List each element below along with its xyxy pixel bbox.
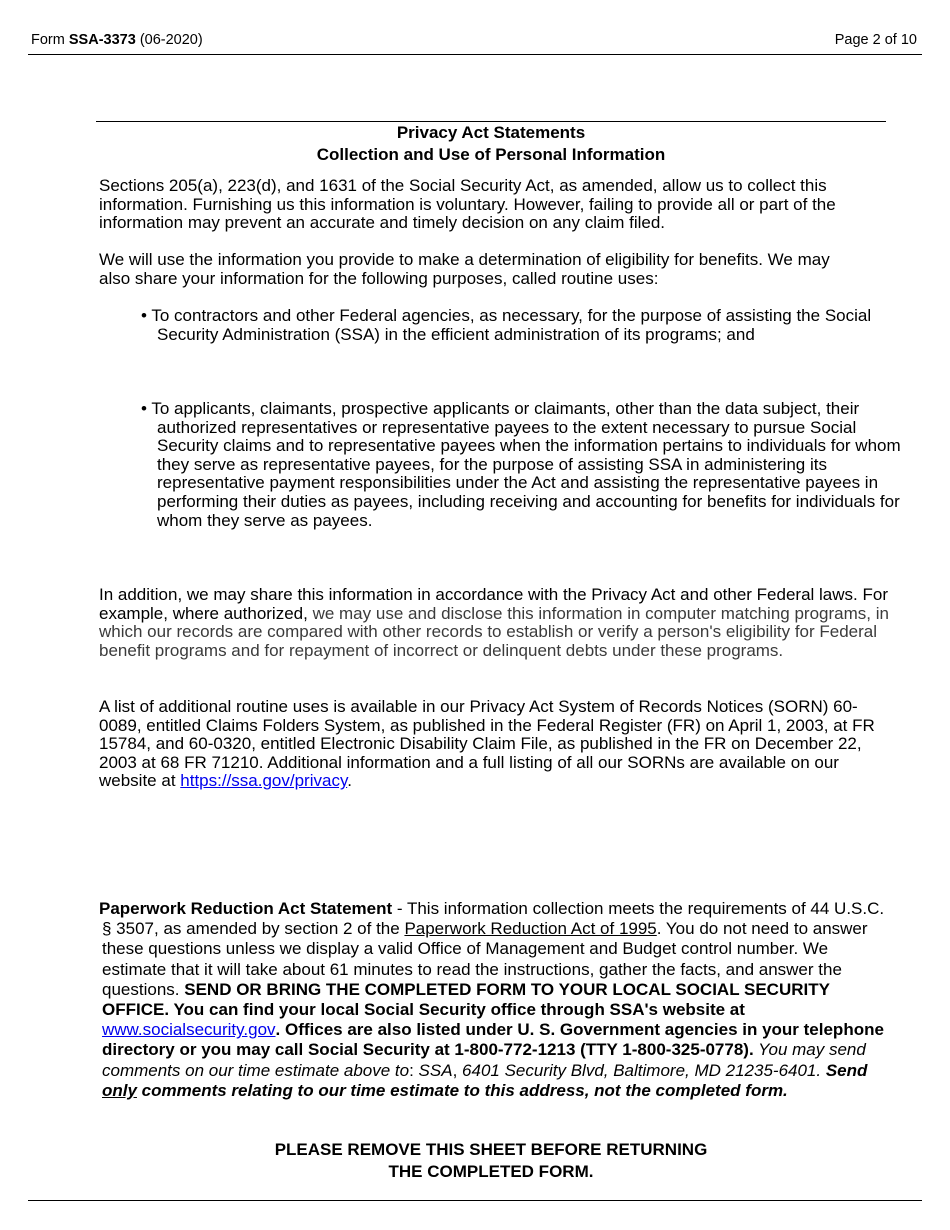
page-number: Page 2 of 10 xyxy=(834,32,917,48)
pra-text-1: - This information collection meets the requirements of 44 U.S.C. § 3507, as amended by section 2 of the xyxy=(102,899,885,939)
pra-act-name: Paperwork Reduction Act of 1995 xyxy=(404,919,657,939)
pra-colon: : xyxy=(409,1060,419,1080)
socialsecurity-link[interactable]: www.socialsecurity.gov xyxy=(102,1020,276,1040)
notice-line-1: PLEASE REMOVE THIS SHEET BEFORE RETURNING xyxy=(274,1140,708,1159)
privacy-link[interactable]: https://ssa.gov/privacy xyxy=(180,771,348,791)
privacy-paragraph-2: We will use the information you provide to make a determination of eligibility for benefits. We may also share your information for the following purposes, called routine uses: xyxy=(99,250,830,288)
p3-text-b: we may use and disclose this information in computer matching programs, in which our records are compared with other records to establish or verify a person's eligibility for Federal benefit programs and for repayment of incorrect or delinquent debts under these programs. xyxy=(99,603,889,660)
footer-divider xyxy=(28,1200,922,1201)
pra-bold-2: . Offices are also listed under U. S. Government agencies in your telephone directory or you may call Social Security at 1-800-772-1213 (TTY 1-800-325-0778). xyxy=(102,1020,884,1060)
form-id xyxy=(31,32,203,48)
pra-address: 6401 Security Blvd, Baltimore, MD 21235-6401. xyxy=(462,1060,826,1080)
p4-text: A list of additional routine uses is available in our Privacy Act System of Records Notices (SORN) 60-0089, entitled Claims Folders System, as published in the Federal Register (FR) on April 1, 2003, at FR 15784, and 60-0320, entitled Electronic Disability Claim File, as published in the FR on December 22, 2003 at 68 FR 71210. Additional information and a full listing of all our SORNs are available on our website at xyxy=(99,697,875,791)
form-number: SSA-3373 xyxy=(68,32,136,48)
routine-use-bullet-1: • To contractors and other Federal agencies, as necessary, for the purpose of assisting the Social Security Administration (SSA) in the efficient administration of its programs; and xyxy=(141,306,872,344)
privacy-subtitle: Collection and Use of Personal Information xyxy=(316,145,666,164)
routine-use-bullet-2: • To applicants, claimants, prospective applicants or claimants, other than the data subject, their authorized representatives or representative payees to the extent necessary to pursue Social Security claims and to representative payees when the information pertains to individuals for whom they serve as representative payees, for the purpose of assisting SSA in administering its representative payment responsibilities under the Act and assisting the representative payees in performing their duties as payees, including receiving and accounting for benefits for individuals for whom they serve as payees. xyxy=(141,399,901,530)
privacy-title: Privacy Act Statements xyxy=(396,123,586,142)
pra-bi-1: Send xyxy=(825,1060,868,1080)
pra-title: Paperwork Reduction Act Statement xyxy=(99,899,393,918)
paperwork-reduction-statement xyxy=(99,899,892,1101)
privacy-paragraph-4 xyxy=(99,698,889,791)
pra-italic-1: You may send comments on our time estimate above to xyxy=(102,1040,866,1080)
form-prefix: Form xyxy=(31,32,65,48)
header-divider xyxy=(28,54,922,55)
privacy-titles xyxy=(96,122,886,166)
form-date: (06-2020) xyxy=(139,32,203,48)
pra-text-2: . You do not need to answer these questions unless we display a valid Office of Management and Budget control number. We estimate that it will take about 61 minutes to read the instructions, gather the facts, and answer the questions. xyxy=(102,919,868,999)
pra-comma: , xyxy=(452,1060,463,1080)
pra-bi-2: comments relating to our time estimate to this address, not the completed form. xyxy=(136,1080,788,1100)
bullet-2-text: To applicants, claimants, prospective applicants or claimants, other than the data subject, their authorized representatives or representative payees to the extent necessary to pursue Social Security claims and to representative payees when the information pertains to individuals for whom they serve as representative payees, for the purpose of assisting SSA in administering its representative payment responsibilities under the Act and assisting the representative payees in performing their duties as payees, including receiving and accounting for benefits for individuals for whom they serve as payees. xyxy=(151,399,901,530)
pra-italic-ssa: SSA xyxy=(418,1060,453,1080)
notice-line-2: THE COMPLETED FORM. xyxy=(388,1162,594,1181)
bullet-1-text: To contractors and other Federal agencies, as necessary, for the purpose of assisting the Social Security Administration (SSA) in the efficient administration of its programs; and xyxy=(151,306,872,344)
privacy-paragraph-3 xyxy=(99,586,889,660)
privacy-paragraph-1: Sections 205(a), 223(d), and 1631 of the Social Security Act, as amended, allow us to collect this information. Furnishing us this information is voluntary. However, failing to provide all or part of the information may prevent an accurate and timely decision on any claim filed. xyxy=(99,176,836,233)
pra-bi-only: only xyxy=(102,1080,137,1100)
p3-text-a: In addition, we may share this information in accordance with the Privacy Act and other Federal laws. For example, where authorized, xyxy=(99,585,888,623)
p4-end: . xyxy=(347,771,352,791)
remove-sheet-notice xyxy=(96,1139,886,1183)
pra-bold-1: SEND OR BRING THE COMPLETED FORM TO YOUR LOCAL SOCIAL SECURITY OFFICE. You can find your local Social Security office through SSA's website at xyxy=(102,979,830,1020)
